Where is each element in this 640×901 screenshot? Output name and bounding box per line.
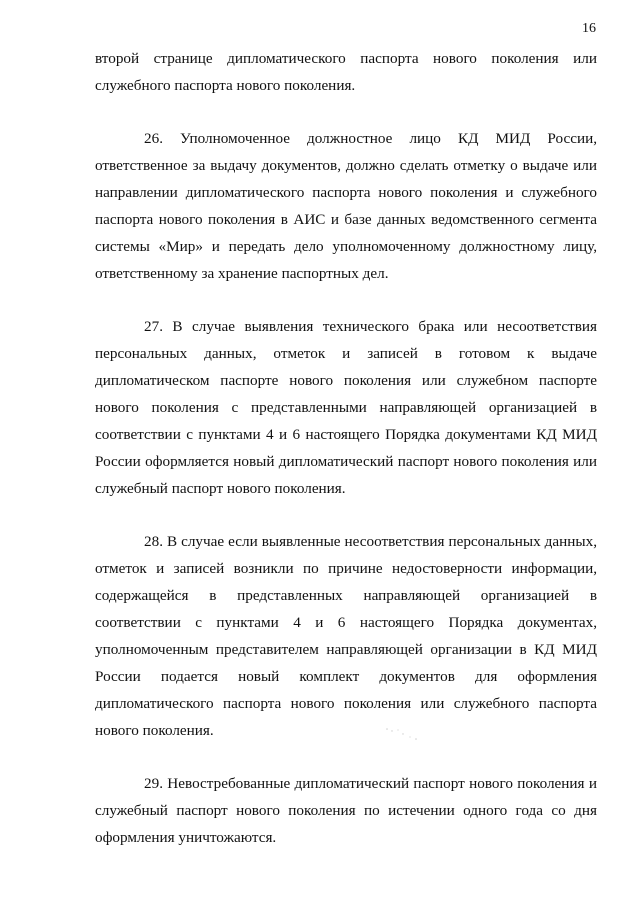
paragraph-26: 26. Уполномоченное должностное лицо КД МИД России, ответственное за выдачу документов, должно сделать отметку о выдаче или направлении дипломатического паспорта нового поколения и служебного паспорта нового поколения в АИС и базе данных ведомственного сегмента системы «Мир» и передать дело уполномоченному должностному лицу, ответственному за хранение паспортных дел. bbox=[95, 130, 597, 282]
paragraph-continuation: второй странице дипломатического паспорта нового поколения или служебного паспорта нового поколения. bbox=[95, 50, 597, 94]
paragraph-29: 29. Невостребованные дипломатический паспорт нового поколения и служебный паспорт нового поколения по истечении одного года со дня оформления уничтожаются. bbox=[95, 775, 597, 846]
paragraph-28: 28. В случае если выявленные несоответствия персональных данных, отметок и записей возникли по причине недостоверности информации, содержащейся в представленных направляющей организацией в соответствии с пунктами 4 и 6 настоящего Порядка документах, уполномоченным представителем направляющей организации в КД МИД России подается новый комплект документов для оформления дипломатического паспорта нового поколения или служебного паспорта нового поколения. bbox=[95, 533, 597, 739]
scan-speck bbox=[383, 726, 419, 742]
paragraph-27: 27. В случае выявления технического брака или несоответствия персональных данных, отметок и записей в готовом к выдаче дипломатическом паспорте нового поколения или служебном паспорте нового поколения с представленными направляющей организацией в соответствии с пунктами 4 и 6 настоящего Порядка документами КД МИД России оформляется новый дипломатический паспорт нового поколения или служебный паспорт нового поколения. bbox=[95, 318, 597, 497]
page-number: 16 bbox=[582, 21, 596, 36]
document-body bbox=[95, 45, 597, 851]
